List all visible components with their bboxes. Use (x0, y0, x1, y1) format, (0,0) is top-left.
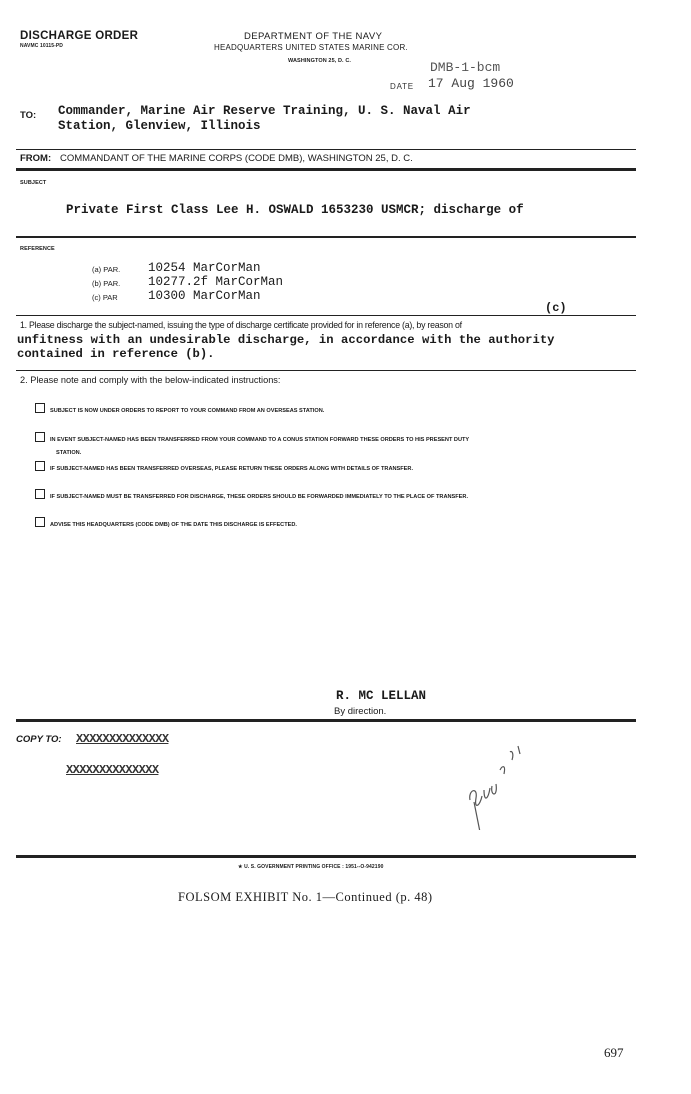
subject-label: SUBJECT (20, 180, 47, 186)
instruction-text-3: IF SUBJECT-NAMED HAS BEEN TRANSFERRED OVERSEAS, PLEASE RETURN THESE ORDERS ALONG WITH DETAILS OF TRANSFER. (50, 466, 413, 472)
divider-subject (16, 168, 636, 171)
divider-copy (16, 719, 636, 722)
divider-footer (16, 855, 636, 858)
para1-typed-1: unfitness with an undesirable discharge, in accordance with the authority (17, 333, 555, 347)
department: DEPARTMENT OF THE NAVY (244, 31, 383, 42)
reference-letter-c: (c) PAR (92, 293, 118, 302)
instruction-text-2-cont: STATION. (56, 450, 82, 456)
form-number: NAVMC 10115-PD (20, 43, 63, 49)
reference-letter-b: (b) PAR. (92, 279, 121, 288)
exhibit-caption: FOLSOM EXHIBIT No. 1—Continued (p. 48) (178, 890, 433, 904)
instruction-checkbox-4[interactable] (35, 489, 45, 499)
date-label: DATE (390, 82, 414, 91)
copy-label: COPY TO: (16, 734, 62, 745)
gpo-text: U. S. GOVERNMENT PRINTING OFFICE : 1951--O-942190 (244, 864, 384, 870)
instruction-checkbox-3[interactable] (35, 461, 45, 471)
instruction-text-1: SUBJECT IS NOW UNDER ORDERS TO REPORT TO YOUR COMMAND FROM AN OVERSEAS STATION. (50, 408, 325, 414)
para2-text: 2. Please note and comply with the below-indicated instructions: (20, 375, 281, 385)
date-value: 17 Aug 1960 (428, 76, 514, 91)
signature-by-direction: By direction. (334, 706, 387, 717)
instruction-text-4: IF SUBJECT-NAMED MUST BE TRANSFERRED FOR DISCHARGE, THESE ORDERS SHOULD BE FORWARDED IMMEDIATELY TO THE PLACE OF TRANSFER. (50, 494, 468, 500)
instruction-checkbox-5[interactable] (35, 517, 45, 527)
reference-label: REFERENCE (20, 246, 55, 252)
form-title: DISCHARGE ORDER (20, 30, 139, 42)
location: WASHINGTON 25, D. C. (288, 58, 352, 64)
subject-text: Private First Class Lee H. OSWALD 1653230 USMCR; discharge of (66, 203, 524, 217)
copy-line-1: XXXXXXXXXXXXXX (76, 732, 169, 746)
gpo-imprint: ★ U. S. GOVERNMENT PRINTING OFFICE : 1951--O-942190 (238, 864, 384, 870)
reference-letter-a: (a) PAR. (92, 265, 121, 274)
reference-value-b: 10277.2f MarCorMan (148, 275, 284, 289)
divider-para1 (16, 315, 636, 316)
divider-para2 (16, 370, 636, 371)
para1-typed-2: contained in reference (b). (17, 347, 215, 361)
signature-name: R. MC LELLAN (336, 689, 427, 703)
from-label: FROM: (20, 153, 52, 164)
divider-from (16, 149, 636, 150)
to-label: TO: (20, 110, 37, 121)
to-line-1: Commander, Marine Air Reserve Training, U. S. Naval Air (58, 104, 471, 118)
file-code: DMB-1-bcm (430, 60, 501, 75)
para1-printed: 1. Please discharge the subject-named, issuing the type of discharge certificate provided for in reference (a), by reason of (20, 320, 462, 330)
para1-annotation: (c) (545, 301, 567, 315)
instruction-text-2: IN EVENT SUBJECT-NAMED HAS BEEN TRANSFERRED FROM YOUR COMMAND TO A CONUS STATION FORWARD THESE ORDERS TO HIS PRESENT DUTY (50, 437, 470, 443)
instruction-text-5: ADVISE THIS HEADQUARTERS (CODE DMB) OF THE DATE THIS DISCHARGE IS EFFECTED. (50, 522, 297, 528)
from-text: COMMANDANT OF THE MARINE CORPS (CODE DMB), WASHINGTON 25, D. C. (60, 153, 413, 164)
handwritten-annotation (460, 740, 530, 830)
to-line-2: Station, Glenview, Illinois (58, 119, 261, 133)
instruction-checkbox-2[interactable] (35, 432, 45, 442)
copy-line-2: XXXXXXXXXXXXXX (66, 763, 159, 777)
reference-value-c: 10300 MarCorMan (148, 289, 261, 303)
reference-value-a: 10254 MarCorMan (148, 261, 261, 275)
headquarters: HEADQUARTERS UNITED STATES MARINE COR. (214, 43, 408, 52)
divider-reference (16, 236, 636, 238)
instruction-checkbox-1[interactable] (35, 403, 45, 413)
page-number: 697 (604, 1045, 624, 1060)
